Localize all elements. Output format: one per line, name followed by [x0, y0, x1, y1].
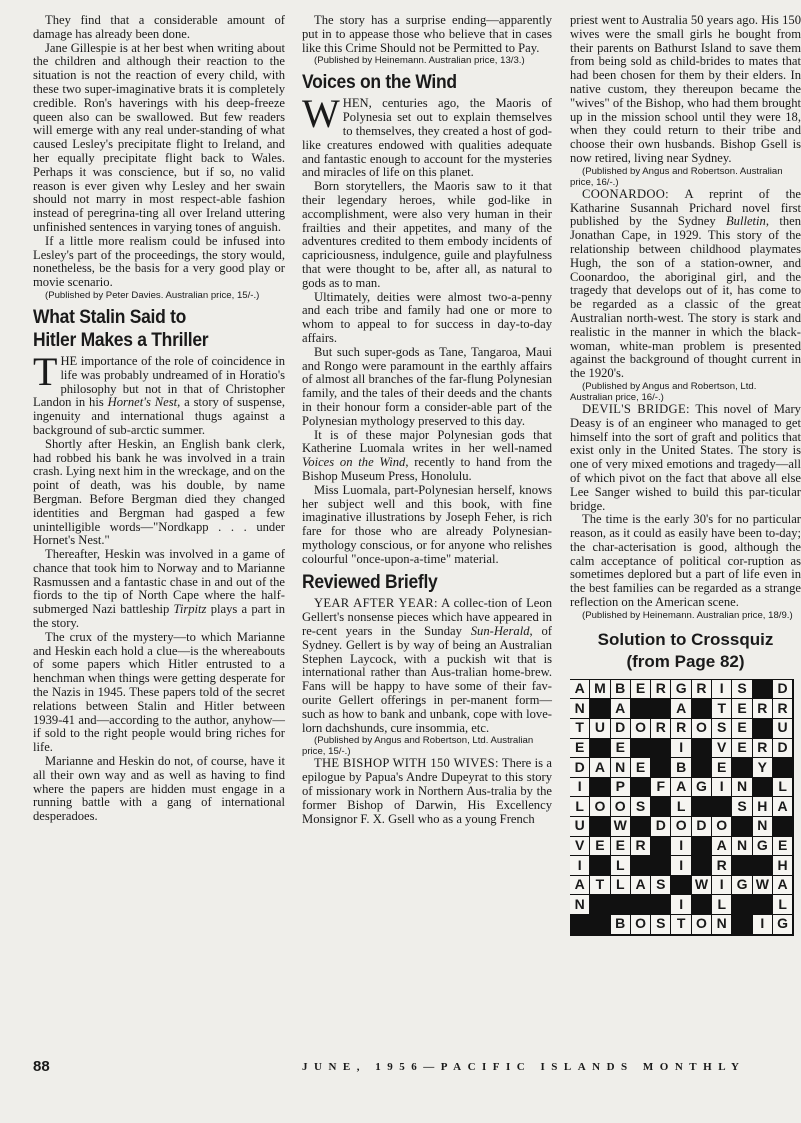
grid-cell: I: [570, 778, 590, 798]
grid-cell-black: [590, 856, 610, 876]
grid-cell: U: [773, 719, 793, 739]
grid-cell-black: [732, 758, 752, 778]
grid-cell-black: [651, 699, 671, 719]
grid-cell-black: [753, 719, 773, 739]
grid-cell: Y: [753, 758, 773, 778]
grid-cell-black: [692, 739, 712, 759]
text-run: A reprint of the Katharine Susannah Prichard novel first published by the Sydney: [570, 186, 801, 229]
grid-cell: B: [671, 758, 691, 778]
grid-cell-black: [712, 797, 732, 817]
paragraph: priest went to Australia 50 years ago. His 150 wives were the small girls he bought from their parents on Bathurst Island to save them from being sold as child-brides to mates that had been chosen for them by their elders. In native custom, they thereupon became the "wives" of the Bishop, who had them brought up in the mission school until they were 18, when they could return to their tribe and choose their own husbands. Bishop Gsell is now retired, living near Sydney.: [570, 14, 801, 165]
grid-cell-black: [651, 739, 671, 759]
grid-cell: T: [712, 699, 732, 719]
grid-cell: R: [651, 719, 671, 739]
grid-cell: A: [631, 876, 651, 896]
paragraph: Jane Gillespie is at her best when writing about the children and although their reaction to the situation is not the reaction of every child, with these two super-imaginative brats it is completely credible. Ron's haverings with his deep-freeze queen also can be swallowed. But few readers will emerge with any real under-standing of what caused Lesley's precipitate flight to Ireland, and her equally precipitate flight back to Wales. Perhaps it was conscience, but if so, no valid reason is ever given why Lesley and her swain should not marry in most respect-able fashion instead of peregrina-ting all over Ireland uttering unfinished sentences in varying tones of anguish.: [33, 40, 285, 234]
grid-cell: G: [671, 680, 691, 700]
paragraph: [33, 348, 285, 438]
review-title: THE BISHOP WITH 150 WIVES:: [314, 756, 499, 771]
grid-cell: L: [611, 876, 631, 896]
grid-cell: E: [631, 680, 651, 700]
grid-cell-black: [692, 895, 712, 915]
grid-cell: N: [611, 758, 631, 778]
grid-cell-black: [570, 915, 590, 935]
grid-cell: S: [712, 719, 732, 739]
text-run: There is a epilogue by Papua's Andre Dupeyrat to this story of missionary work in Northern Aus-tralia by the former Bishop of Darwin, His Excellency Monsignor F. X. Gsell who as a young French: [302, 756, 552, 826]
grid-cell: W: [753, 876, 773, 896]
grid-cell: O: [611, 797, 631, 817]
paragraph: Miss Luomala, part-Polynesian herself, knows her subject well and this book, with fine imaginative illustrations by Joseph Feher, is rich fare for those who are already Polynesian-mythology conscious, or for anyone who relishes colourful "once-upon-a-time" material.: [302, 482, 552, 566]
grid-cell: R: [712, 856, 732, 876]
heading-line: Hitler Makes a Thriller: [33, 329, 209, 351]
grid-cell: L: [712, 895, 732, 915]
text-run: HEN, centuries ago, the Maoris of Polynesia set out to explain themselves to themselves, they created a host of god-like creatures endowed with qualities adequate and fantastic enough to account for the mysteries and miracles of life on this planet.: [302, 96, 552, 180]
grid-cell: T: [590, 876, 610, 896]
grid-cell: A: [671, 778, 691, 798]
grid-cell-black: [590, 817, 610, 837]
newspaper-name: Sun-Herald: [470, 624, 530, 639]
review-entry: [570, 403, 801, 513]
book-title: Voices on the Wind: [302, 455, 406, 470]
paragraph: [33, 548, 285, 631]
grid-cell: G: [753, 837, 773, 857]
column-2: [302, 14, 552, 826]
grid-cell-black: [692, 837, 712, 857]
column-3: [570, 14, 801, 936]
grid-cell: O: [671, 817, 691, 837]
grid-cell-black: [692, 699, 712, 719]
paragraph: [302, 429, 552, 484]
grid-cell: O: [631, 719, 651, 739]
drop-cap: W: [302, 91, 340, 137]
crossquiz-grid: [570, 679, 794, 936]
book-title: Hornet's Nest: [107, 395, 178, 410]
grid-cell: I: [570, 856, 590, 876]
grid-cell: I: [712, 680, 732, 700]
grid-cell: H: [753, 797, 773, 817]
grid-cell: E: [590, 837, 610, 857]
newspaper-name: Bulletin: [725, 214, 766, 229]
grid-cell: W: [692, 876, 712, 896]
column-1: [33, 14, 285, 824]
review-title: YEAR AFTER YEAR:: [314, 596, 438, 611]
grid-cell: S: [651, 876, 671, 896]
grid-cell-black: [732, 817, 752, 837]
grid-cell-black: [692, 856, 712, 876]
grid-cell: V: [570, 837, 590, 857]
grid-cell: S: [732, 680, 752, 700]
review-entry: [570, 188, 801, 381]
grid-cell: N: [712, 915, 732, 935]
grid-cell: E: [570, 739, 590, 759]
grid-cell: I: [712, 876, 732, 896]
paragraph: Marianne and Heskin do not, of course, have it all their own way and as well as having to find where the papers are hidden must engage in a running battle with a gang of international desperadoes.: [33, 754, 285, 824]
grid-cell-black: [753, 680, 773, 700]
text-run: A collec-tion of Leon Gellert's nonsense pieces which have appeared in re-cent years in the Sunday: [302, 596, 552, 639]
grid-cell: D: [570, 758, 590, 778]
grid-cell-black: [590, 739, 610, 759]
running-head: JUNE, 1956—PACIFIC ISLANDS MONTHLY: [302, 1061, 746, 1073]
publication-note: (Published by Peter Davies. Australian price, 15/-.): [45, 289, 260, 301]
grid-cell: R: [753, 699, 773, 719]
grid-cell-black: [732, 915, 752, 935]
article-heading-voices: Voices on the Wind: [302, 72, 457, 94]
grid-cell: A: [570, 876, 590, 896]
grid-cell: I: [671, 837, 691, 857]
grid-cell-black: [590, 895, 610, 915]
grid-cell-black: [753, 856, 773, 876]
grid-cell-black: [732, 895, 752, 915]
publication-note: (Published by Heinemann. Australian price, 13/3.): [314, 55, 525, 67]
text-run: This novel of Mary Deasy is of an engineer who managed to get himself into the sort of graft and politics that exist only in the United States. The story is one of very mixed emotions and tragedy—all of which pivot on the fact that above all else Lee Sanger wished to build this par-ticular bridge.: [570, 401, 801, 513]
grid-cell: D: [611, 719, 631, 739]
grid-cell: O: [712, 817, 732, 837]
grid-cell: E: [611, 739, 631, 759]
grid-cell: O: [631, 915, 651, 935]
paragraph: If a little more realism could be infused into Lesley's part of the proceedings, the story would, nonetheless, be the basis for a very good play or movie scenario.: [33, 233, 285, 290]
grid-cell-black: [692, 797, 712, 817]
grid-cell: N: [753, 817, 773, 837]
review-title: COONARDOO:: [582, 186, 669, 201]
grid-cell: A: [590, 758, 610, 778]
grid-cell-black: [651, 856, 671, 876]
paragraph: They find that a considerable amount of damage has already been done.: [33, 13, 285, 41]
publication-note: (Published by Angus and Robertson. Australian price, 16/-.): [570, 165, 783, 188]
page-footer: [0, 1058, 801, 1078]
grid-cell-black: [631, 778, 651, 798]
grid-cell-black: [611, 895, 631, 915]
paragraph: Shortly after Heskin, an English bank clerk, had robbed his bank he was involved in a train crash. Lying next him in the wreckage, and on the point of death, was his double, by name Bergman. Before Bergman died they changed identities and Bergman had gasped a few unintelligible words—"Nordkapp . . . under Hornet's Nest.": [33, 436, 285, 548]
heading-line: What Stalin Said to: [33, 306, 187, 328]
text-run: HE importance of the role of coincidence in life was probably undreamed of in Horatio's philosophy but not in that of Christopher Landon in his: [33, 353, 285, 410]
grid-cell: R: [753, 739, 773, 759]
grid-cell: G: [692, 778, 712, 798]
grid-cell: T: [570, 719, 590, 739]
grid-cell-black: [631, 817, 651, 837]
article-heading-stalin: [33, 306, 265, 352]
text-run: , recently to hand from the Bishop Museum Press, Honolulu.: [302, 455, 552, 483]
paragraph: [302, 91, 552, 180]
grid-cell-black: [773, 817, 793, 837]
grid-cell: I: [671, 739, 691, 759]
grid-cell: L: [570, 797, 590, 817]
grid-cell: M: [590, 680, 610, 700]
grid-cell: G: [732, 876, 752, 896]
publication-note: (Published by Heinemann. Australian price, 18/9.): [582, 609, 793, 621]
ship-name: Tirpitz: [173, 602, 207, 617]
grid-cell-black: [631, 856, 651, 876]
grid-cell: B: [611, 915, 631, 935]
grid-cell: W: [611, 817, 631, 837]
grid-cell: B: [611, 680, 631, 700]
text-run: It is of these major Polynesian gods that Katherine Luomala writes in her well-named: [302, 427, 552, 456]
grid-cell: F: [651, 778, 671, 798]
page-number: 88: [33, 1058, 50, 1075]
grid-cell: E: [773, 837, 793, 857]
paragraph: Ultimately, deities were almost two-a-penny and each tribe and family had one or more to whom to appeal to for success in day-to-day affairs.: [302, 289, 552, 345]
grid-cell: O: [692, 719, 712, 739]
grid-cell: S: [732, 797, 752, 817]
grid-cell: L: [773, 778, 793, 798]
heading-line: Solution to Crossquiz: [597, 629, 774, 649]
grid-cell-black: [753, 895, 773, 915]
grid-cell-black: [651, 895, 671, 915]
text-run: Thereafter, Heskin was involved in a game of chance that took him to Norway and to Marianne Rasmussen and a fantastic chase in and out of the fiords to the tip of North Cape where the half-submerged Nazi battleship: [33, 547, 285, 617]
grid-cell-black: [590, 915, 610, 935]
grid-cell: A: [712, 837, 732, 857]
grid-cell: L: [611, 856, 631, 876]
grid-cell-black: [631, 895, 651, 915]
grid-cell: R: [773, 699, 793, 719]
grid-cell-black: [590, 778, 610, 798]
text-run: , of Sydney. Gellert is by way of being an Australian Stephen Laycock, with a puckish wit that is international rather than Aus-tralian home-brew. Fans will be happy to have some of their fav-ourite Gellert offerings in per-manent form—such as how to bank and unbank, cope with love-lorn dachshunds, cure insommia, etc.: [302, 624, 552, 735]
grid-cell: P: [611, 778, 631, 798]
grid-cell: L: [773, 895, 793, 915]
grid-cell: E: [611, 837, 631, 857]
grid-cell: E: [712, 758, 732, 778]
grid-cell-black: [631, 739, 651, 759]
grid-cell: S: [631, 797, 651, 817]
grid-cell-black: [590, 699, 610, 719]
grid-cell-black: [631, 699, 651, 719]
grid-cell: E: [631, 758, 651, 778]
grid-cell: I: [671, 895, 691, 915]
grid-cell: R: [671, 719, 691, 739]
grid-cell: N: [570, 699, 590, 719]
grid-cell: A: [570, 680, 590, 700]
grid-cell: G: [773, 915, 793, 935]
paragraph: The crux of the mystery—to which Marianne and Heskin each hold a clue—is the whereabouts of some papers which Hitler entrusted to a henchman when things were getting desperate for the Nazis in 1945. These papers told of the secret relations between Stalin and Hitler between 1939-41 and—according to the author, anyhow—if sold to the right people would bring riches for life.: [33, 629, 285, 755]
grid-cell: E: [732, 739, 752, 759]
grid-cell: D: [692, 817, 712, 837]
grid-cell: H: [773, 856, 793, 876]
grid-cell: U: [570, 817, 590, 837]
paragraph: The time is the early 30's for no particular reason, as it could as easily have been to-day; the char-acterisation is good, although the calm acceptance of political cor-ruption as sometimes deplored but a part of life even in the best families can be regarded as a strange reflection on the American scene.: [570, 512, 801, 610]
crossquiz-solution-heading: [570, 629, 801, 673]
grid-cell: A: [671, 699, 691, 719]
review-entry: [302, 757, 552, 826]
grid-cell: A: [773, 876, 793, 896]
paragraph: The story has a surprise ending—apparently put in to appease those who believe that in cases like this Crime Should not be Permitted to Pay.: [302, 13, 552, 55]
paragraph: Born storytellers, the Maoris saw to it that their legendary heroes, while god-like in accomplishment, were also very human in their frailties and their appetites, and many of the adventures credited to them embody incidents of capriciousness, indulgence, guile and playfulness that were thought to be, after all, as natural to gods as to man.: [302, 179, 552, 290]
grid-cell: D: [651, 817, 671, 837]
grid-cell: V: [712, 739, 732, 759]
grid-cell: N: [732, 837, 752, 857]
text-run: , then Jonathan Cape, in 1929. This story of the relationship between childhood playmates Hugh, the son of a station-owner, and Coonardoo, the aboriginal girl, and the tragedy that develops out of it, has come to be regarded as a classic of the great Australian north-west. The story is stark and realistic in the manner in which the black-woman, white-man problem is presented against the background of thought current in the 1920's.: [570, 214, 801, 381]
grid-cell: T: [671, 915, 691, 935]
grid-cell: R: [631, 837, 651, 857]
grid-cell: E: [732, 699, 752, 719]
grid-cell-black: [773, 758, 793, 778]
grid-cell: R: [692, 680, 712, 700]
grid-cell: O: [692, 915, 712, 935]
grid-cell: N: [570, 895, 590, 915]
grid-cell: D: [773, 739, 793, 759]
grid-cell: A: [611, 699, 631, 719]
text-run: , a story of suspense, ingenuity and international thugs against a background of sub-arctic summer.: [33, 395, 285, 437]
section-heading-reviewed: Reviewed Briefly: [302, 572, 438, 594]
grid-cell: O: [590, 797, 610, 817]
publication-note: (Published by Angus and Robertson, Ltd. Australian price, 16/-.): [570, 380, 757, 403]
grid-cell-black: [651, 797, 671, 817]
review-entry: [302, 597, 552, 735]
drop-cap: T: [33, 348, 58, 394]
grid-cell: S: [651, 915, 671, 935]
grid-cell: D: [773, 680, 793, 700]
grid-cell-black: [753, 778, 773, 798]
grid-cell: A: [773, 797, 793, 817]
grid-cell: I: [753, 915, 773, 935]
grid-cell: R: [651, 680, 671, 700]
grid-cell-black: [692, 758, 712, 778]
paragraph: But such super-gods as Tane, Tangaroa, Maui and Rongo were paramount in the earthly affairs of almost all branches of the far-flung Polynesian family, and the tales of their deeds and the chants in their honour form a consider-able part of the Polynesian mythology preserved to this day.: [302, 344, 552, 428]
grid-cell-black: [671, 876, 691, 896]
grid-cell: I: [671, 856, 691, 876]
grid-cell: N: [732, 778, 752, 798]
grid-cell-black: [651, 837, 671, 857]
heading-line: (from Page 82): [626, 651, 745, 671]
grid-cell: U: [590, 719, 610, 739]
grid-cell-black: [651, 758, 671, 778]
publication-note: (Published by Angus and Robertson, Ltd. Australian price, 15/-.): [302, 735, 534, 758]
grid-cell: L: [671, 797, 691, 817]
grid-cell-black: [732, 856, 752, 876]
grid-cell: E: [732, 719, 752, 739]
text-run: plays a part in the story.: [33, 602, 285, 631]
review-title: DEVIL'S BRIDGE:: [582, 401, 690, 416]
grid-cell: I: [712, 778, 732, 798]
